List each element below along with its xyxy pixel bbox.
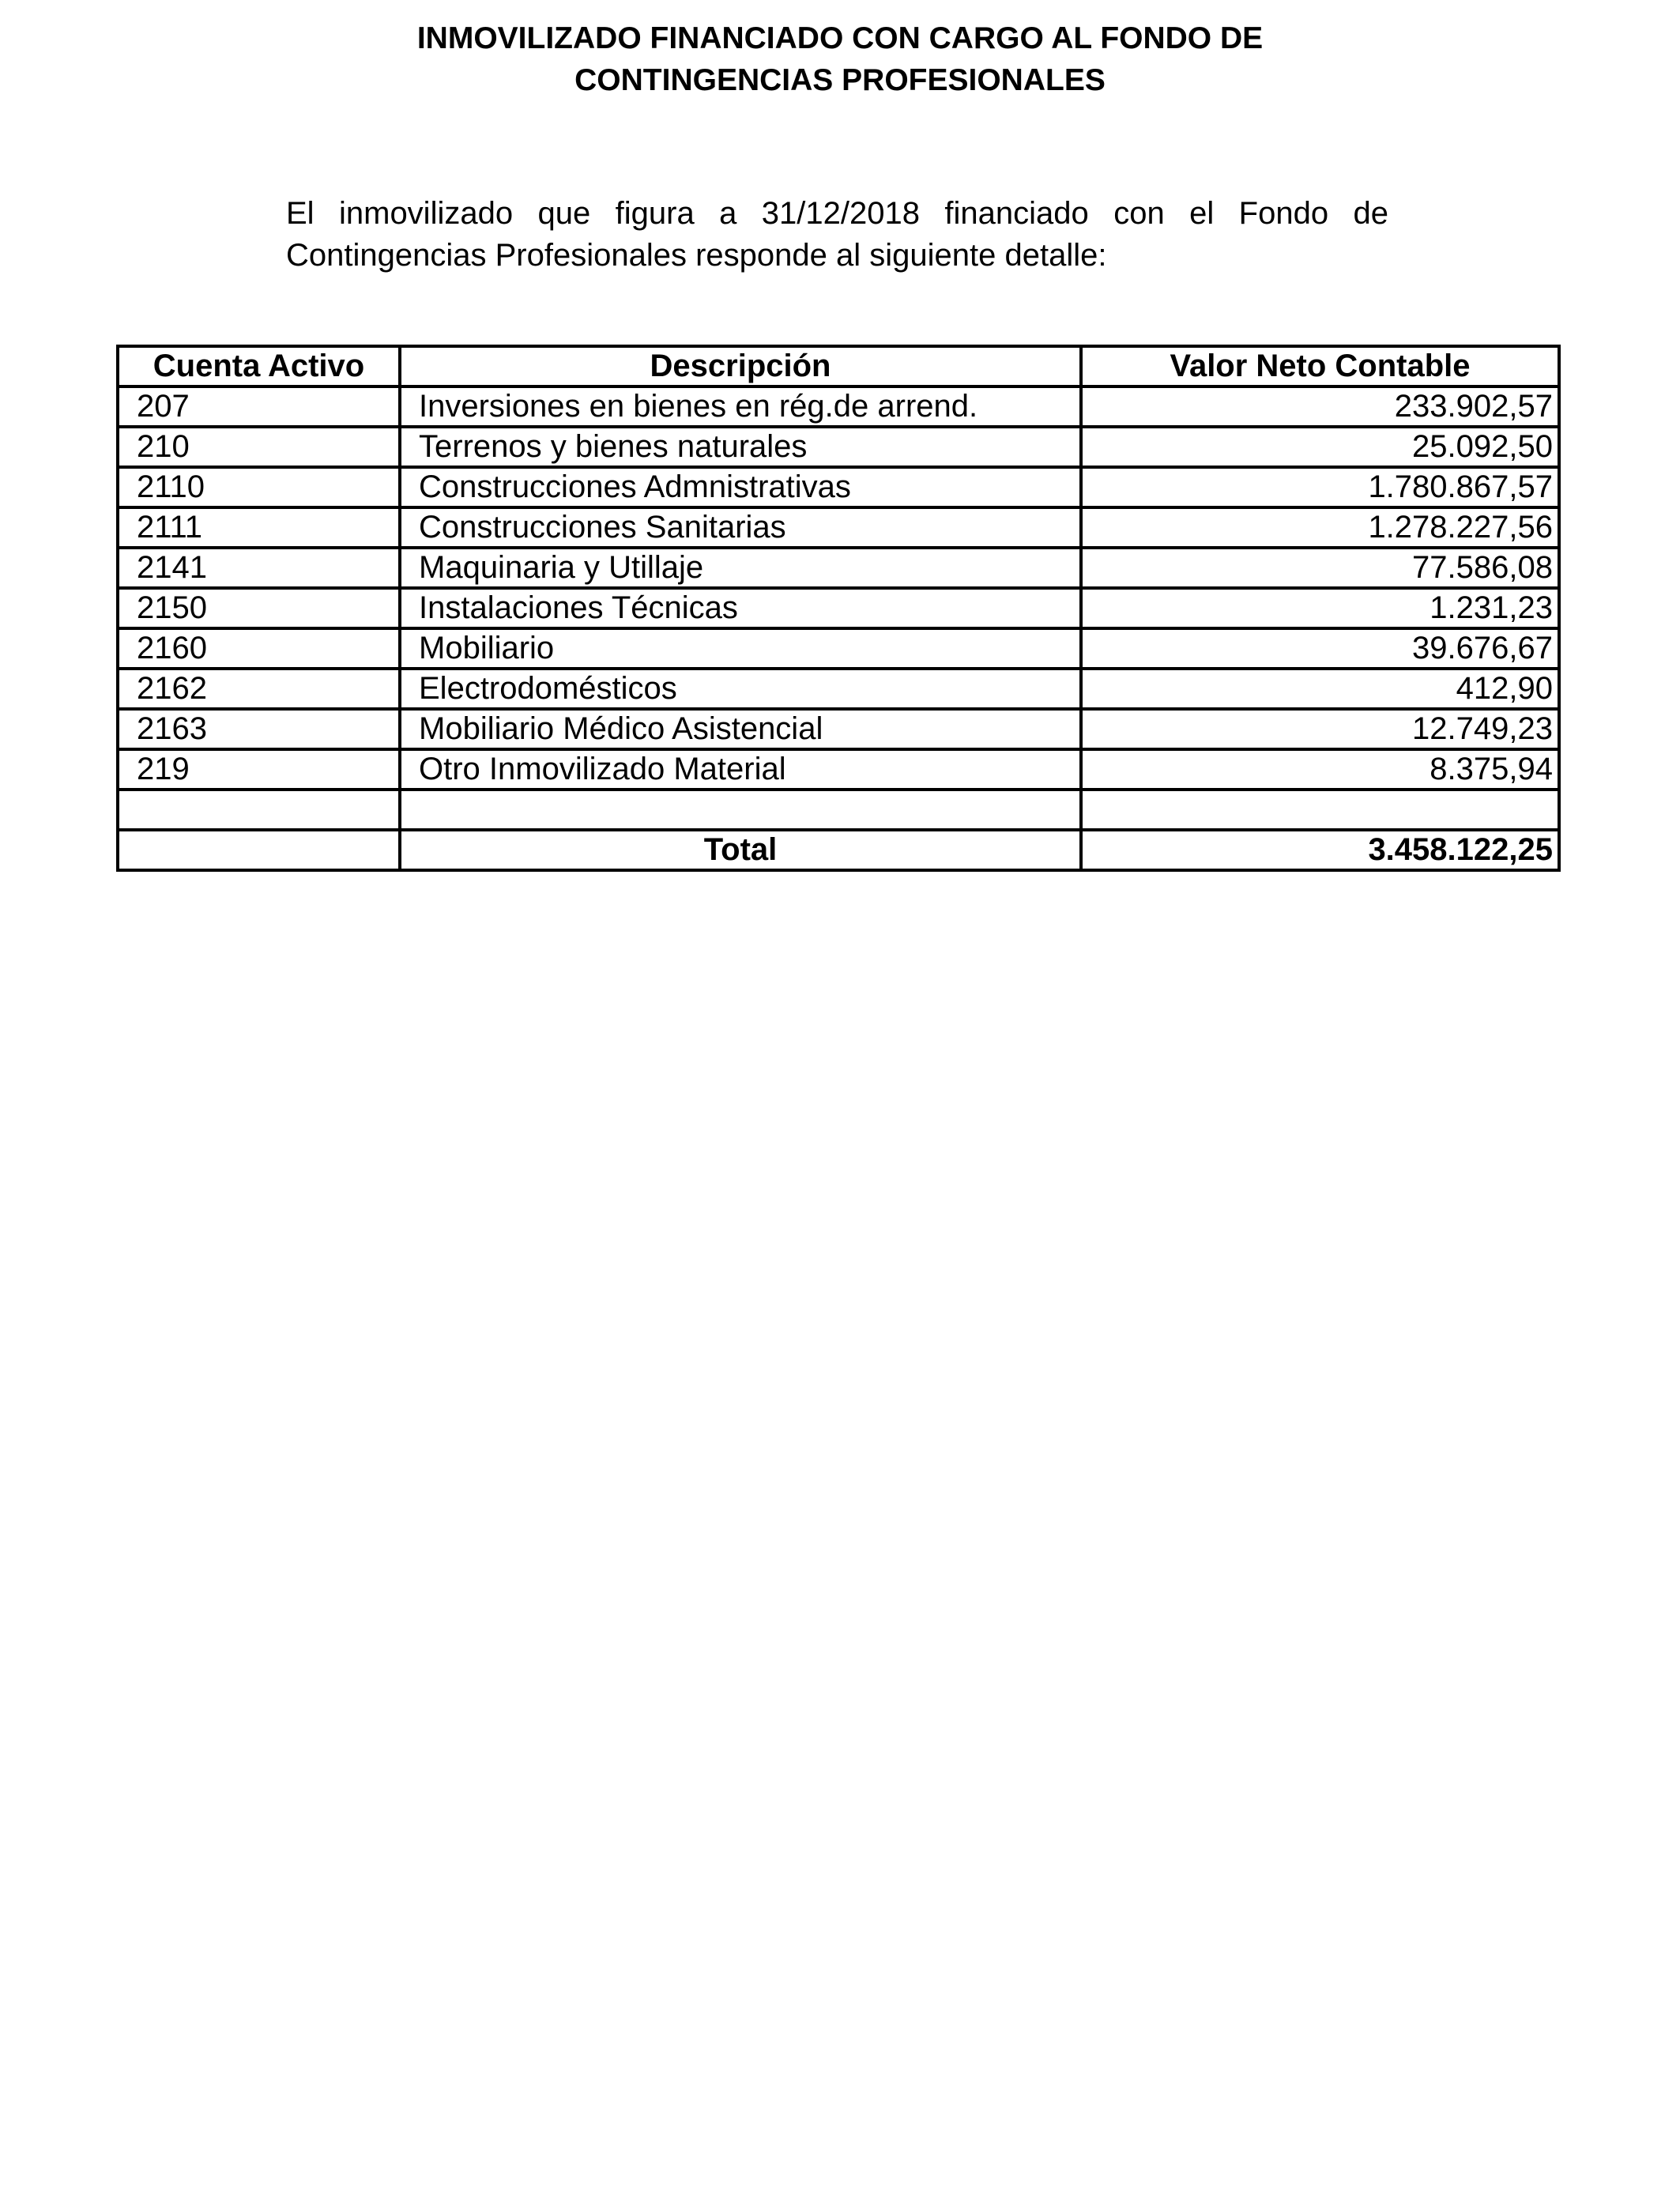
document-title-line-2: CONTINGENCIAS PROFESIONALES [574,63,1106,97]
cell-cuenta: 2150 [118,588,400,628]
cell-descripcion: Instalaciones Técnicas [400,588,1081,628]
cell-cuenta: 207 [118,386,400,427]
cell-descripcion: Construcciones Admnistrativas [400,467,1081,507]
cell-cuenta: 2141 [118,548,400,588]
table-row [118,749,1559,790]
table-row [118,467,1559,507]
cell-cuenta: 210 [118,427,400,467]
table-row [118,628,1559,669]
table-row [118,588,1559,628]
cell-valor: 25.092,50 [1081,427,1559,467]
table-row [118,669,1559,709]
cell-descripcion [400,790,1081,830]
header-valor-neto-contable: Valor Neto Contable [1081,346,1559,386]
total-label: Total [400,830,1081,870]
cell-descripcion: Mobiliario [400,628,1081,669]
cell-descripcion: Mobiliario Médico Asistencial [400,709,1081,749]
cell-valor: 412,90 [1081,669,1559,709]
cell-descripcion: Electrodomésticos [400,669,1081,709]
cell-descripcion: Maquinaria y Utillaje [400,548,1081,588]
cell-cuenta: 2162 [118,669,400,709]
cell-cuenta: 219 [118,749,400,790]
cell-valor: 39.676,67 [1081,628,1559,669]
cell-valor: 1.231,23 [1081,588,1559,628]
table-row [118,548,1559,588]
cell-valor [1081,790,1559,830]
cell-descripcion: Inversiones en bienes en rég.de arrend. [400,386,1081,427]
cell-cuenta: 2163 [118,709,400,749]
header-cuenta-activo: Cuenta Activo [118,346,400,386]
cell-descripcion: Terrenos y bienes naturales [400,427,1081,467]
header-descripcion: Descripción [400,346,1081,386]
cell-cuenta [118,790,400,830]
cell-cuenta: 2110 [118,467,400,507]
document-title [0,17,1680,101]
cell-descripcion: Otro Inmovilizado Material [400,749,1081,790]
cell-descripcion: Construcciones Sanitarias [400,507,1081,548]
table-total-row [118,830,1559,870]
cell-cuenta: 2160 [118,628,400,669]
assets-table [116,345,1561,872]
total-value: 3.458.122,25 [1081,830,1559,870]
cell-valor: 1.780.867,57 [1081,467,1559,507]
intro-paragraph: El inmovilizado que figura a 31/12/2018 financiado con el Fondo de Contingencias Profesionales responde al siguiente detalle: [286,196,1388,273]
cell-cuenta: 2111 [118,507,400,548]
cell-valor: 77.586,08 [1081,548,1559,588]
table-row [118,427,1559,467]
cell-total-empty [118,830,400,870]
table-header-row [118,346,1559,386]
table-row [118,507,1559,548]
table-row [118,709,1559,749]
cell-valor: 12.749,23 [1081,709,1559,749]
cell-valor: 233.902,57 [1081,386,1559,427]
cell-valor: 1.278.227,56 [1081,507,1559,548]
cell-valor: 8.375,94 [1081,749,1559,790]
document-title-line-1: INMOVILIZADO FINANCIADO CON CARGO AL FONDO DE [416,21,1264,55]
table-row-empty [118,790,1559,830]
table-row [118,386,1559,427]
